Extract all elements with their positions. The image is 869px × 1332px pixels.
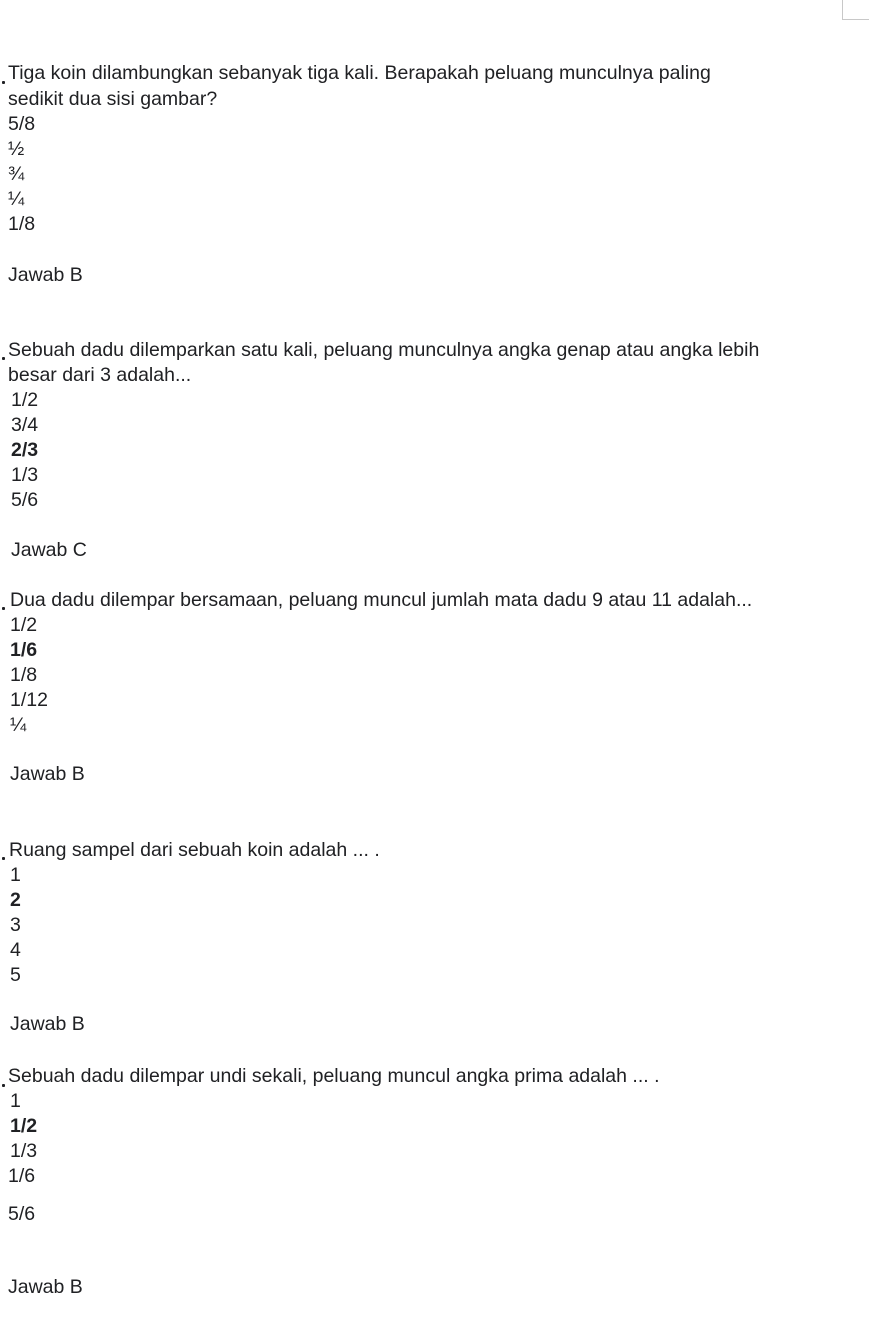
option: 1/3 <box>11 464 39 486</box>
list-bullet <box>2 857 5 860</box>
list-bullet <box>2 607 5 610</box>
list-bullet <box>2 357 5 360</box>
option: ¼ <box>10 714 27 736</box>
page-corner-marker <box>842 0 869 20</box>
option: 1/8 <box>10 664 38 686</box>
question-text-line: Tiga koin dilambungkan sebanyak tiga kali. Berapakah peluang munculnya paling <box>8 62 711 84</box>
option: 3 <box>10 914 21 936</box>
question-text-line: Ruang sampel dari sebuah koin adalah ... . <box>9 839 380 861</box>
answer-text: Jawab B <box>10 1013 85 1035</box>
answer-text: Jawab B <box>8 1276 83 1298</box>
option: 1/3 <box>10 1140 38 1162</box>
option: ¾ <box>8 163 25 185</box>
option: 1/2 <box>10 1115 38 1137</box>
option: 5/8 <box>8 113 36 135</box>
question-text-line: sedikit dua sisi gambar? <box>8 88 218 110</box>
option: 3/4 <box>11 414 39 436</box>
option: 2 <box>10 889 21 911</box>
option: 5/6 <box>11 489 39 511</box>
question-text-line: Sebuah dadu dilempar undi sekali, peluang muncul angka prima adalah ... . <box>8 1065 660 1087</box>
option: 1/8 <box>8 213 36 235</box>
option: 1/6 <box>10 639 38 661</box>
option: 1 <box>10 864 21 886</box>
list-bullet <box>2 1084 5 1087</box>
option: 1/12 <box>10 689 48 711</box>
answer-text: Jawab C <box>11 539 87 561</box>
option: 1/6 <box>8 1165 36 1187</box>
option: 2/3 <box>11 439 39 461</box>
option: 5 <box>10 964 21 986</box>
option: 5/6 <box>8 1203 36 1225</box>
option: 1/2 <box>10 614 38 636</box>
question-text-line: Sebuah dadu dilemparkan satu kali, peluang munculnya angka genap atau angka lebih <box>8 339 760 361</box>
answer-text: Jawab B <box>10 763 85 785</box>
question-text-line: besar dari 3 adalah... <box>8 364 192 386</box>
option: ½ <box>8 138 25 160</box>
list-bullet <box>2 81 5 84</box>
option: ¼ <box>8 188 25 210</box>
option: 4 <box>10 939 21 961</box>
option: 1/2 <box>11 389 39 411</box>
option: 1 <box>10 1090 21 1112</box>
question-text-line: Dua dadu dilempar bersamaan, peluang muncul jumlah mata dadu 9 atau 11 adalah... <box>10 589 753 611</box>
answer-text: Jawab B <box>8 264 83 286</box>
